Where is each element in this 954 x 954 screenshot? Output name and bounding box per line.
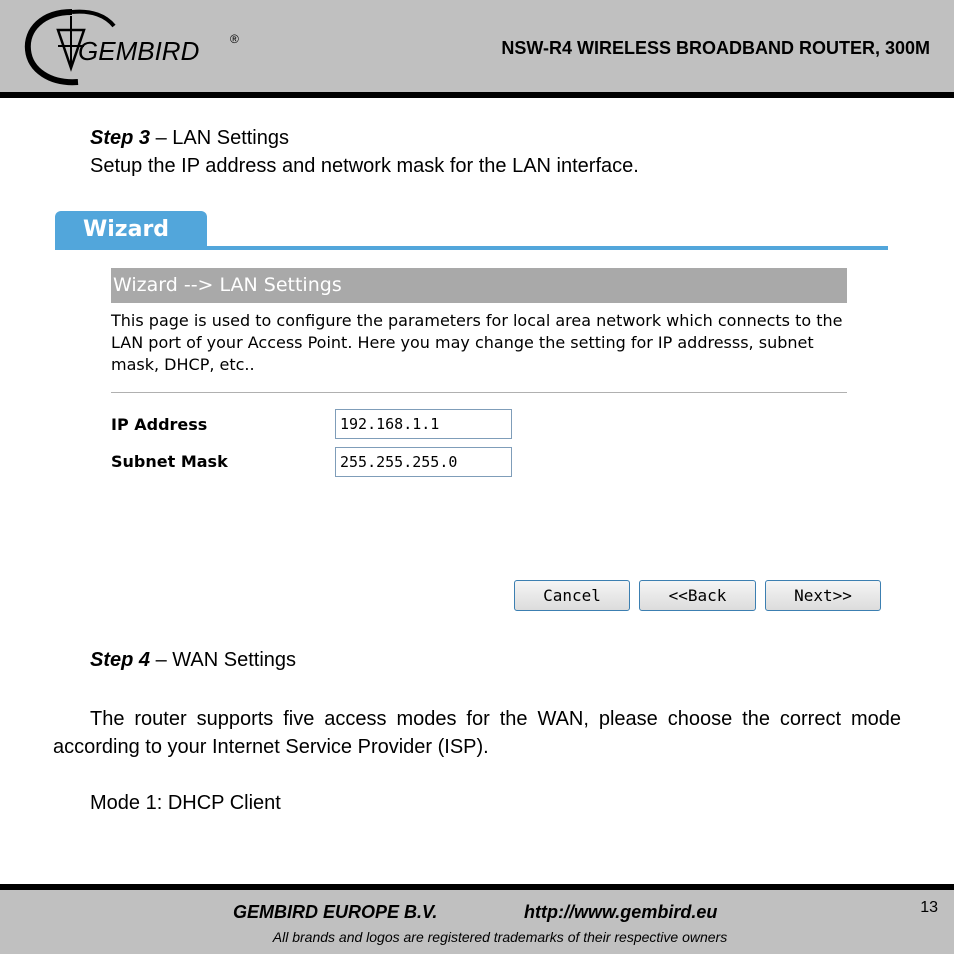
footer-trademark-note: All brands and logos are registered trademarks of their respective owners	[272, 929, 728, 945]
panel-description: This page is used to configure the parameters for local area network which connects to the LAN port of your Access Point. Here you may change the setting for IP addresss, subnet mask, DHCP, etc..	[111, 311, 843, 374]
tab-wizard[interactable]: Wizard	[55, 211, 207, 247]
step3-label: Step 3	[90, 127, 151, 149]
subnet-mask-label: Subnet Mask	[111, 452, 228, 471]
panel-title: Wizard --> LAN Settings	[111, 268, 847, 303]
gembird-logo	[22, 6, 262, 90]
footer-company: GEMBIRD EUROPE B.V.	[233, 902, 438, 922]
subnet-mask-input[interactable]	[335, 447, 512, 477]
document-title: NSW-R4 WIRELESS BROADBAND ROUTER, 300M	[501, 38, 930, 58]
step4-title: – WAN Settings	[150, 649, 297, 671]
page-header	[0, 0, 954, 98]
tab-underline	[55, 246, 888, 250]
ip-address-label: IP Address	[111, 415, 208, 434]
page-footer	[0, 884, 954, 954]
mode1-text: Mode 1: DHCP Client	[90, 792, 281, 814]
page-number: 13	[920, 899, 938, 916]
step4-label: Step 4	[90, 649, 151, 671]
registered-mark: ®	[230, 32, 239, 46]
back-button[interactable]: <<Back	[639, 580, 756, 611]
cancel-button[interactable]: Cancel	[514, 580, 630, 611]
step3-description: Setup the IP address and network mask for the LAN interface.	[90, 155, 639, 177]
step4-heading	[90, 646, 296, 674]
next-button[interactable]: Next>>	[765, 580, 881, 611]
step3-title: – LAN Settings	[150, 127, 289, 149]
divider	[111, 392, 847, 394]
footer-url[interactable]: http://www.gembird.eu	[524, 902, 718, 922]
ip-address-input[interactable]	[335, 409, 512, 439]
step4-paragraph: The router supports five access modes for the WAN, please choose the correct mode according to your Internet Service Provider (ISP).	[53, 708, 901, 758]
logo-wordmark: GEMBIRD	[78, 36, 200, 66]
step3-heading	[90, 124, 289, 152]
